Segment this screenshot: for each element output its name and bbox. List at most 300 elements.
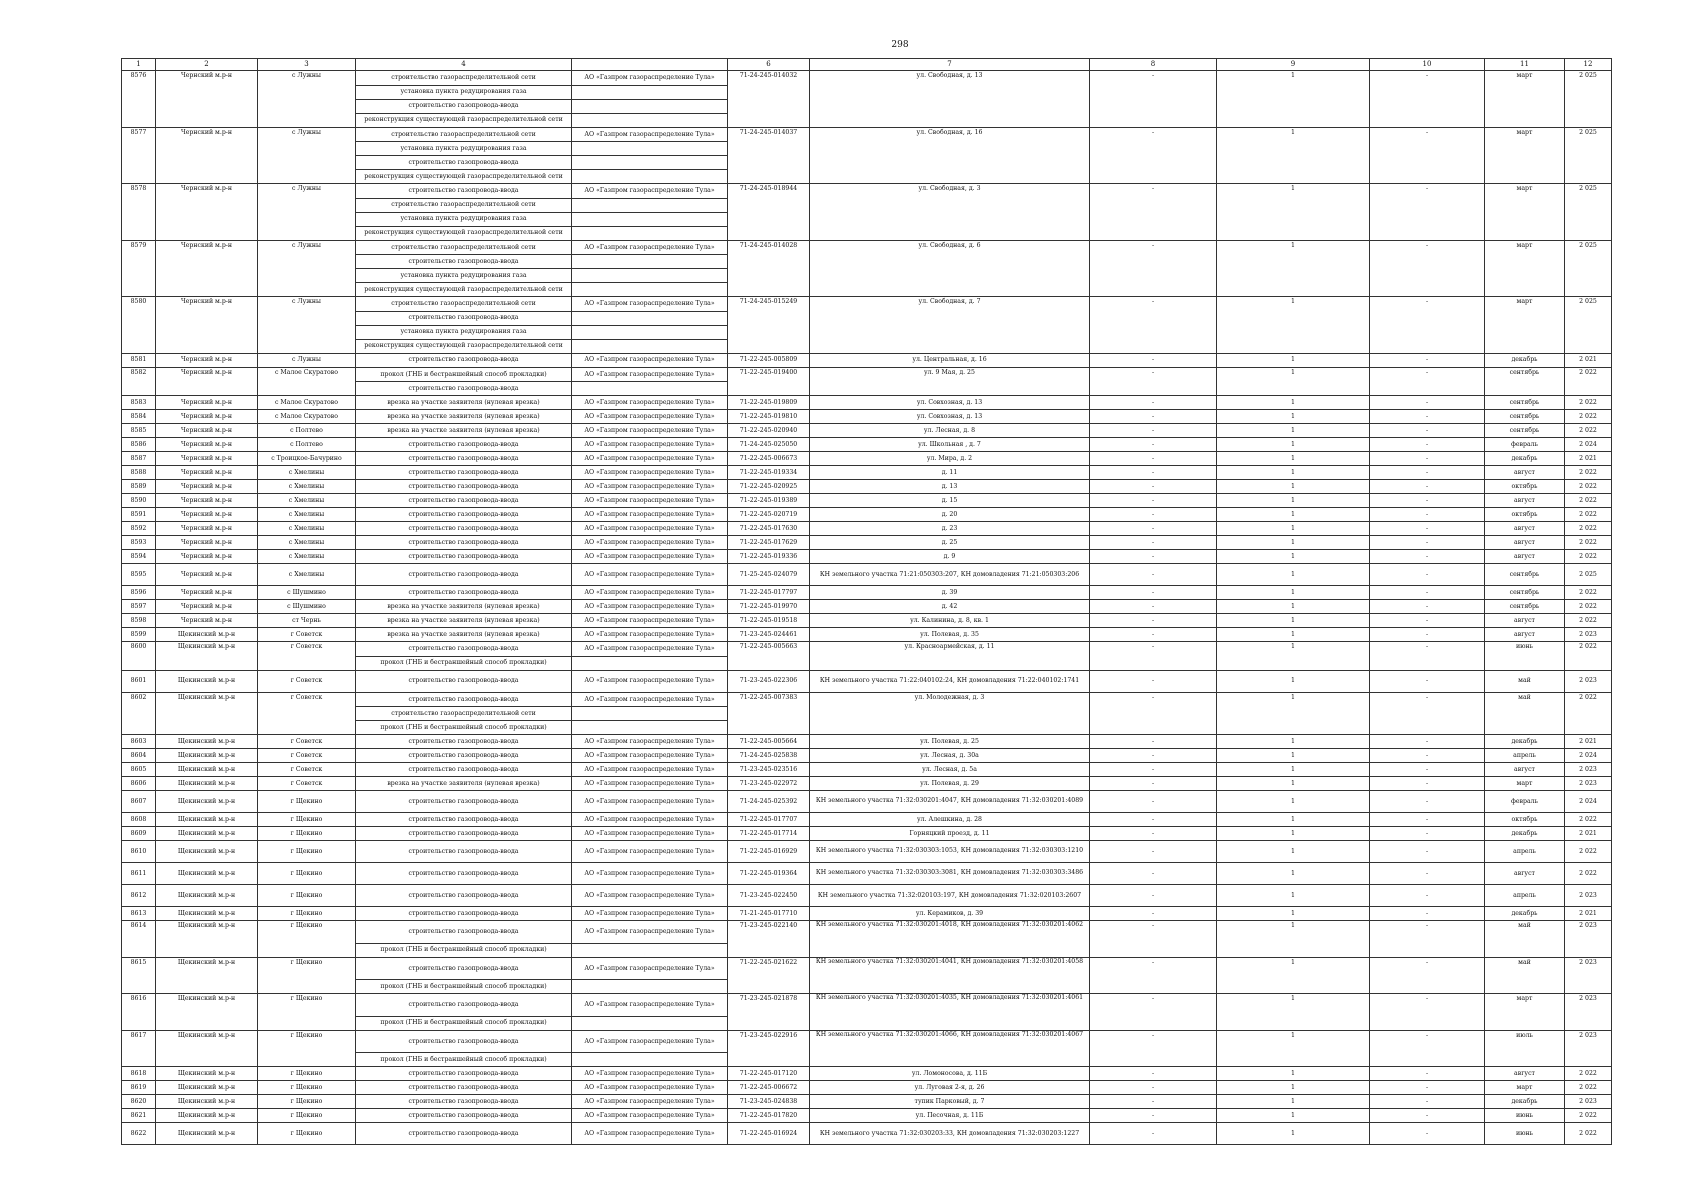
col9-cell: 1 [1217,536,1370,550]
col10-cell: - [1370,628,1485,642]
col9-cell: 1 [1217,628,1370,642]
object-code-cell: 71-22-245-017629 [728,536,810,550]
col10-cell: - [1370,763,1485,777]
work-type-cell: строительство газопровода-ввода [356,452,572,466]
col10-cell: - [1370,692,1485,707]
locality-cell [258,113,356,127]
table-row [122,438,1612,452]
district-cell [156,339,258,353]
col10-cell [1370,980,1485,994]
address-cell: ул. Лесная, д. 8 [810,424,1090,438]
month-cell: сентябрь [1485,410,1565,424]
district-cell [156,212,258,226]
year-cell [1565,255,1612,269]
district-cell: Щекинский м.р-н [156,735,258,749]
year-cell: 2 021 [1565,735,1612,749]
object-code-cell: 71-22-245-020940 [728,424,810,438]
col10-cell: - [1370,777,1485,791]
address-cell [810,85,1090,99]
month-cell: март [1485,127,1565,142]
address-cell: ул. Лесная, д. 30а [810,749,1090,763]
work-type-cell: прокол (ГНБ и бестраншейный способ прокладки) [356,980,572,994]
address-cell: ул. Песочная, д. 11Б [810,1109,1090,1123]
object-code-cell: 71-24-245-018944 [728,184,810,199]
month-cell: июнь [1485,1109,1565,1123]
locality-cell: с Хмелины [258,536,356,550]
table-row [122,586,1612,600]
year-cell [1565,226,1612,240]
row-number-cell: 8605 [122,763,156,777]
month-cell [1485,943,1565,957]
col9-cell: 1 [1217,692,1370,707]
row-number-cell [122,721,156,735]
year-cell: 2 023 [1565,763,1612,777]
organization-cell: АО «Газпром газораспределение Тула» [572,550,728,564]
work-type-cell: строительство газопровода-ввода [356,749,572,763]
year-cell: 2 022 [1565,642,1612,657]
col9-cell: 1 [1217,600,1370,614]
district-cell: Щекинский м.р-н [156,692,258,707]
col10-cell: - [1370,885,1485,907]
work-type-cell: врезка на участке заявителя (нулевая врезка) [356,424,572,438]
organization-cell [572,99,728,113]
address-cell: ул. Полевая, д. 35 [810,628,1090,642]
locality-cell [258,99,356,113]
organization-cell [572,170,728,184]
month-cell [1485,226,1565,240]
row-number-cell [122,113,156,127]
col8-cell [1090,85,1217,99]
col8-cell [1090,269,1217,283]
year-cell [1565,1016,1612,1030]
locality-cell [258,656,356,670]
month-cell [1485,99,1565,113]
address-cell: ул. Совхозная, д. 13 [810,396,1090,410]
address-cell: ул. Ломоносова, д. 11Б [810,1067,1090,1081]
organization-cell: АО «Газпром газораспределение Тула» [572,466,728,480]
district-cell: Чернский м.р-н [156,424,258,438]
month-cell: декабрь [1485,907,1565,921]
col8-cell: - [1090,907,1217,921]
col9-cell: 1 [1217,749,1370,763]
district-cell: Чернский м.р-н [156,452,258,466]
work-type-cell: строительство газопровода-ввода [356,184,572,199]
month-cell [1485,156,1565,170]
row-number-cell: 8584 [122,410,156,424]
object-code-cell: 71-23-245-022972 [728,777,810,791]
district-cell: Щекинский м.р-н [156,863,258,885]
month-cell [1485,113,1565,127]
district-cell: Чернский м.р-н [156,184,258,199]
col8-cell: - [1090,670,1217,692]
locality-cell [258,980,356,994]
table-row [122,749,1612,763]
district-cell: Чернский м.р-н [156,564,258,586]
locality-cell: г Советск [258,692,356,707]
object-code-cell: 71-24-245-025392 [728,791,810,813]
address-cell: ул. Лесная, д. 5а [810,763,1090,777]
district-cell: Чернский м.р-н [156,297,258,312]
address-cell: КН земельного участка 71:32:030201:4047, КН домовладения 71:32:030201:4089 [810,791,1090,813]
year-cell: 2 022 [1565,536,1612,550]
object-code-cell: 71-22-245-016929 [728,841,810,863]
month-cell: сентябрь [1485,586,1565,600]
organization-cell: АО «Газпром газораспределение Тула» [572,71,728,86]
table-row [122,198,1612,212]
year-cell: 2 022 [1565,600,1612,614]
col8-cell [1090,198,1217,212]
address-cell: ул. Свободная, д. 3 [810,184,1090,199]
year-cell [1565,283,1612,297]
address-cell [810,311,1090,325]
col8-cell: - [1090,586,1217,600]
locality-cell [258,142,356,156]
table-row [122,777,1612,791]
table-row [122,600,1612,614]
address-cell: ул. Красноармейская, д. 11 [810,642,1090,657]
col8-cell: - [1090,957,1217,980]
object-code-cell: 71-24-245-014032 [728,71,810,86]
district-cell [156,1016,258,1030]
col10-cell [1370,255,1485,269]
month-cell: декабрь [1485,1095,1565,1109]
address-cell: КН земельного участка 71:32:030303:3081, КН домовладения 71:32:030303:3486 [810,863,1090,885]
col9-cell [1217,142,1370,156]
col9-cell: 1 [1217,184,1370,199]
col8-cell: - [1090,600,1217,614]
object-code-cell: 71-22-245-017120 [728,1067,810,1081]
district-cell [156,198,258,212]
organization-cell: АО «Газпром газораспределение Тула» [572,586,728,600]
table-row [122,536,1612,550]
object-code-cell: 71-22-245-019400 [728,367,810,382]
organization-cell: АО «Газпром газораспределение Тула» [572,885,728,907]
district-cell: Чернский м.р-н [156,536,258,550]
table-row [122,1030,1612,1053]
column-header: 11 [1485,59,1565,71]
work-type-cell: реконструкция существующей газораспределительной сети [356,226,572,240]
object-code-cell: 71-22-245-017707 [728,813,810,827]
object-code-cell [728,269,810,283]
column-header: 10 [1370,59,1485,71]
col9-cell [1217,325,1370,339]
col10-cell [1370,113,1485,127]
month-cell: май [1485,957,1565,980]
object-code-cell [728,707,810,721]
month-cell: март [1485,994,1565,1017]
district-cell: Щекинский м.р-н [156,1095,258,1109]
object-code-cell: 71-23-245-024461 [728,628,810,642]
address-cell [810,142,1090,156]
district-cell: Чернский м.р-н [156,367,258,382]
year-cell: 2 021 [1565,827,1612,841]
address-cell: КН земельного участка 71:32:030203:33, КН домовладения 71:32:030203:1227 [810,1123,1090,1145]
col8-cell: - [1090,550,1217,564]
work-type-cell: реконструкция существующей газораспределительной сети [356,113,572,127]
locality-cell: г Щекино [258,1030,356,1053]
month-cell: сентябрь [1485,367,1565,382]
organization-cell: АО «Газпром газораспределение Тула» [572,424,728,438]
row-number-cell: 8581 [122,353,156,367]
organization-cell: АО «Газпром газораспределение Тула» [572,353,728,367]
month-cell: март [1485,240,1565,255]
year-cell: 2 022 [1565,480,1612,494]
col10-cell: - [1370,670,1485,692]
column-header: 9 [1217,59,1370,71]
col9-cell: 1 [1217,127,1370,142]
year-cell [1565,656,1612,670]
locality-cell: с Полтево [258,438,356,452]
col9-cell [1217,943,1370,957]
col10-cell: - [1370,827,1485,841]
object-code-cell: 71-21-245-017710 [728,907,810,921]
table-row [122,813,1612,827]
month-cell: декабрь [1485,452,1565,466]
col9-cell [1217,980,1370,994]
col9-cell: 1 [1217,367,1370,382]
col10-cell: - [1370,1081,1485,1095]
address-cell [810,1016,1090,1030]
organization-cell: АО «Газпром газораспределение Тула» [572,127,728,142]
col9-cell: 1 [1217,564,1370,586]
locality-cell: с Хмелины [258,480,356,494]
object-code-cell [728,113,810,127]
col8-cell [1090,283,1217,297]
work-type-cell: строительство газопровода-ввода [356,1030,572,1053]
col10-cell [1370,311,1485,325]
row-number-cell [122,255,156,269]
address-cell: ул. Молодежная, д. 3 [810,692,1090,707]
col10-cell: - [1370,907,1485,921]
work-type-cell: строительство газопровода-ввода [356,1123,572,1145]
month-cell [1485,212,1565,226]
locality-cell [258,721,356,735]
col8-cell: - [1090,71,1217,86]
table-row [122,410,1612,424]
month-cell [1485,269,1565,283]
col9-cell: 1 [1217,813,1370,827]
district-cell: Чернский м.р-н [156,71,258,86]
locality-cell: с Лужны [258,297,356,312]
row-number-cell: 8583 [122,396,156,410]
address-cell [810,707,1090,721]
row-number-cell [122,980,156,994]
col10-cell [1370,99,1485,113]
month-cell: август [1485,536,1565,550]
address-cell: ул. Калинина, д. 8, кв. 1 [810,614,1090,628]
col10-cell [1370,198,1485,212]
year-cell [1565,382,1612,396]
col10-cell: - [1370,600,1485,614]
table-row [122,841,1612,863]
locality-cell: г Советск [258,777,356,791]
address-cell: д. 25 [810,536,1090,550]
row-number-cell: 8590 [122,494,156,508]
table-row [122,614,1612,628]
object-code-cell: 71-22-245-005809 [728,353,810,367]
table-row [122,311,1612,325]
col9-cell [1217,198,1370,212]
month-cell: май [1485,670,1565,692]
address-cell [810,113,1090,127]
locality-cell [258,283,356,297]
col8-cell [1090,113,1217,127]
table-row [122,827,1612,841]
col10-cell: - [1370,564,1485,586]
col9-cell [1217,656,1370,670]
col8-cell: - [1090,1095,1217,1109]
table-row [122,735,1612,749]
year-cell: 2 022 [1565,522,1612,536]
year-cell: 2 022 [1565,813,1612,827]
col8-cell: - [1090,642,1217,657]
year-cell [1565,339,1612,353]
organization-cell: АО «Газпром газораспределение Тула» [572,735,728,749]
object-code-cell [728,212,810,226]
col8-cell: - [1090,777,1217,791]
district-cell [156,980,258,994]
object-code-cell [728,99,810,113]
row-number-cell [122,283,156,297]
table-row [122,707,1612,721]
col8-cell: - [1090,452,1217,466]
column-number-row [122,59,1612,71]
table-row [122,396,1612,410]
row-number-cell: 8618 [122,1067,156,1081]
table-row [122,367,1612,382]
month-cell [1485,311,1565,325]
row-number-cell: 8587 [122,452,156,466]
address-cell: КН земельного участка 71:32:030201:4066, КН домовладения 71:32:030201:4067 [810,1030,1090,1053]
table-row [122,863,1612,885]
locality-cell: с Хмелины [258,550,356,564]
work-type-cell: строительство газопровода-ввода [356,921,572,944]
work-type-cell: врезка на участке заявителя (нулевая врезка) [356,777,572,791]
col8-cell: - [1090,692,1217,707]
work-type-cell: строительство газопровода-ввода [356,1095,572,1109]
district-cell [156,311,258,325]
work-type-cell: строительство газопровода-ввода [356,480,572,494]
year-cell [1565,269,1612,283]
year-cell [1565,707,1612,721]
organization-cell: АО «Газпром газораспределение Тула» [572,508,728,522]
object-code-cell: 71-22-245-019364 [728,863,810,885]
col8-cell: - [1090,994,1217,1017]
object-code-cell: 71-23-245-022450 [728,885,810,907]
month-cell [1485,339,1565,353]
month-cell [1485,382,1565,396]
work-type-cell: установка пункта редуцирования газа [356,212,572,226]
district-cell [156,943,258,957]
col8-cell: - [1090,522,1217,536]
organization-cell: АО «Газпром газораспределение Тула» [572,1109,728,1123]
locality-cell: с Лужны [258,184,356,199]
month-cell [1485,721,1565,735]
col9-cell [1217,311,1370,325]
col9-cell: 1 [1217,424,1370,438]
month-cell: июль [1485,1030,1565,1053]
locality-cell: г Советск [258,735,356,749]
address-cell [810,269,1090,283]
object-code-cell: 71-22-245-005663 [728,642,810,657]
row-number-cell: 8619 [122,1081,156,1095]
col8-cell [1090,99,1217,113]
year-cell [1565,943,1612,957]
year-cell [1565,113,1612,127]
col9-cell: 1 [1217,670,1370,692]
organization-cell: АО «Газпром газораспределение Тула» [572,763,728,777]
organization-cell [572,212,728,226]
object-code-cell [728,255,810,269]
col10-cell: - [1370,994,1485,1017]
address-cell: ул. Школьная , д. 7 [810,438,1090,452]
col8-cell: - [1090,367,1217,382]
column-header [572,59,728,71]
object-code-cell: 71-22-245-019518 [728,614,810,628]
col9-cell: 1 [1217,1109,1370,1123]
object-code-cell [728,1016,810,1030]
col8-cell [1090,156,1217,170]
locality-cell: г Щекино [258,907,356,921]
work-type-cell: реконструкция существующей газораспределительной сети [356,283,572,297]
address-cell: д. 42 [810,600,1090,614]
year-cell: 2 023 [1565,957,1612,980]
work-type-cell: строительство газопровода-ввода [356,550,572,564]
row-number-cell: 8608 [122,813,156,827]
col9-cell [1217,269,1370,283]
table-row [122,283,1612,297]
row-number-cell: 8607 [122,791,156,813]
object-code-cell [728,339,810,353]
locality-cell: г Советск [258,763,356,777]
district-cell: Щекинский м.р-н [156,628,258,642]
col10-cell: - [1370,522,1485,536]
col8-cell [1090,1016,1217,1030]
col8-cell: - [1090,763,1217,777]
district-cell: Чернский м.р-н [156,494,258,508]
organization-cell: АО «Газпром газораспределение Тула» [572,184,728,199]
object-code-cell: 71-22-245-006673 [728,452,810,466]
organization-cell [572,85,728,99]
district-cell [156,156,258,170]
row-number-cell: 8592 [122,522,156,536]
address-cell [810,656,1090,670]
organization-cell [572,113,728,127]
year-cell: 2 022 [1565,692,1612,707]
col9-cell: 1 [1217,438,1370,452]
col9-cell [1217,85,1370,99]
locality-cell: г Щекино [258,1081,356,1095]
district-cell [156,113,258,127]
table-row [122,452,1612,466]
row-number-cell: 8609 [122,827,156,841]
district-cell: Щекинский м.р-н [156,791,258,813]
object-code-cell: 71-22-245-016924 [728,1123,810,1145]
year-cell: 2 022 [1565,424,1612,438]
object-code-cell: 71-23-245-022306 [728,670,810,692]
organization-cell [572,325,728,339]
col10-cell: - [1370,813,1485,827]
col10-cell [1370,1016,1485,1030]
row-number-cell: 8586 [122,438,156,452]
table-row [122,127,1612,142]
locality-cell: с Хмелины [258,564,356,586]
address-cell: КН земельного участка 71:22:040102:24, КН домовладения 71:22:040102:1741 [810,670,1090,692]
locality-cell: г Щекино [258,1095,356,1109]
district-cell: Щекинский м.р-н [156,827,258,841]
row-number-cell: 8606 [122,777,156,791]
table-row [122,1067,1612,1081]
